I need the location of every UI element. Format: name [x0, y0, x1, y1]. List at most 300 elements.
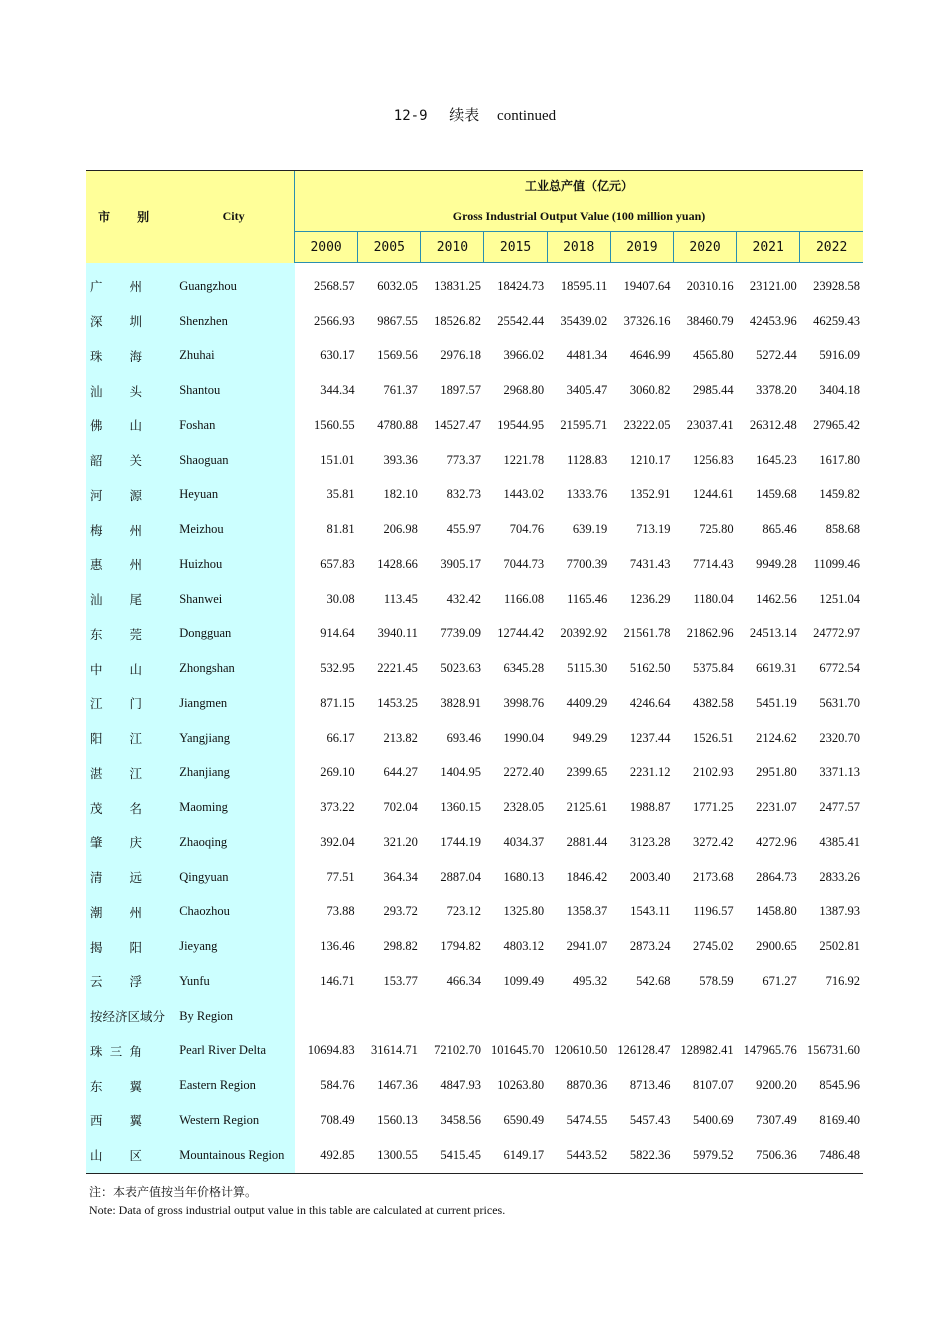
value-cell: 4385.41: [819, 834, 860, 849]
value-cell: [610, 999, 673, 1034]
value-cell: 113.45: [383, 591, 418, 606]
row-name-zh: [86, 1103, 173, 1138]
value-cell: 24513.14: [749, 626, 797, 641]
header-year: 2022: [800, 232, 863, 263]
title-continued-zh: 续表: [449, 108, 480, 124]
value-cell: 182.10: [383, 487, 418, 502]
value-cell: 46259.43: [813, 313, 860, 328]
value-cell: 1428.66: [377, 556, 418, 571]
value-cell: 1244.61: [692, 487, 734, 502]
value-cell: 151.01: [320, 452, 355, 467]
value-cell: 1256.83: [692, 452, 734, 467]
row-name-zh: [86, 512, 173, 547]
row-name-zh-text: 茂名: [90, 801, 142, 816]
value-cell: 693.46: [446, 730, 481, 745]
row-name-zh-text: 汕尾: [90, 593, 142, 608]
row-name-en: Foshan: [173, 408, 294, 443]
header-group-zh: 工业总产值（亿元）: [525, 179, 634, 193]
value-cell: 18595.11: [560, 278, 608, 293]
row-name-zh: [86, 1034, 173, 1069]
value-cell: 1569.56: [377, 348, 418, 363]
row-name-zh: [86, 825, 173, 860]
value-cell: 2968.80: [503, 383, 545, 398]
value-cell: 4382.58: [692, 695, 734, 710]
value-cell: 1467.36: [377, 1078, 418, 1093]
row-name-en: Heyuan: [173, 478, 294, 513]
value-cell: 1099.49: [503, 973, 545, 988]
table-number: 12-9: [393, 108, 428, 124]
row-name-en: Jiangmen: [173, 686, 294, 721]
value-cell: 657.83: [320, 556, 355, 571]
table-row: [86, 478, 863, 513]
table-row: [86, 408, 863, 443]
row-name-zh-text: 佛山: [90, 419, 142, 434]
value-cell: 4565.80: [692, 348, 734, 363]
row-name-zh: [86, 408, 173, 443]
value-cell: 25542.44: [497, 313, 545, 328]
value-cell: 1166.08: [503, 591, 545, 606]
value-cell: 1988.87: [629, 800, 671, 815]
value-cell: 2173.68: [692, 869, 734, 884]
value-cell: 6345.28: [503, 661, 545, 676]
value-cell: 1680.13: [503, 869, 545, 884]
row-name-zh: [86, 686, 173, 721]
value-cell: 1358.37: [566, 904, 608, 919]
value-cell: 6619.31: [756, 661, 797, 676]
value-cell: 3272.42: [692, 834, 734, 849]
value-cell: 1180.04: [693, 591, 734, 606]
value-cell: 725.80: [699, 522, 734, 537]
value-cell: 23121.00: [749, 278, 797, 293]
value-cell: 455.97: [446, 522, 481, 537]
value-cell: 5443.52: [547, 1138, 610, 1173]
value-cell: 865.46: [762, 522, 797, 537]
row-name-zh-text: 清远: [90, 871, 142, 886]
value-cell: 8713.46: [629, 1078, 671, 1093]
table-row: [86, 860, 863, 895]
value-cell: 269.10: [320, 765, 355, 780]
value-cell: 2873.24: [629, 939, 671, 954]
row-name-zh: [86, 1138, 173, 1173]
row-name-en: Zhuhai: [173, 339, 294, 374]
value-cell: 9200.20: [756, 1078, 797, 1093]
value-cell: 3905.17: [440, 556, 481, 571]
value-cell: 704.76: [509, 522, 545, 537]
value-cell: 1459.68: [756, 487, 797, 502]
table-row: [86, 263, 863, 304]
value-cell: 1300.55: [358, 1138, 421, 1173]
value-cell: 1990.04: [503, 730, 545, 745]
value-cell: 2231.12: [629, 765, 671, 780]
value-cell: 1352.91: [629, 487, 671, 502]
value-cell: 3060.82: [629, 383, 671, 398]
value-cell: 26312.48: [749, 417, 797, 432]
header-year: 2019: [610, 232, 673, 263]
value-cell: 3404.18: [819, 383, 860, 398]
value-cell: 20310.16: [686, 278, 734, 293]
value-cell: 31614.71: [370, 1043, 418, 1058]
value-cell: 949.29: [572, 730, 608, 745]
value-cell: 1458.80: [756, 904, 797, 919]
value-cell: 14527.47: [434, 417, 481, 432]
value-cell: 5916.09: [819, 348, 860, 363]
title-continued-en: continued: [497, 108, 557, 124]
row-name-zh-text: 山区: [90, 1149, 142, 1164]
value-cell: 1846.42: [566, 869, 608, 884]
header-year: 2005: [358, 232, 421, 263]
value-cell: 5474.55: [566, 1112, 608, 1127]
value-cell: 37326.16: [623, 313, 671, 328]
value-cell: 466.34: [446, 973, 481, 988]
value-cell: 702.04: [383, 800, 418, 815]
value-cell: 1443.02: [503, 487, 545, 502]
row-name-en: Jieyang: [173, 929, 294, 964]
row-name-zh-text: 湛江: [90, 766, 142, 781]
value-cell: 644.27: [383, 765, 418, 780]
value-cell: 344.34: [320, 383, 355, 398]
value-cell: 393.36: [383, 452, 418, 467]
value-cell: 3828.91: [440, 695, 481, 710]
value-cell: [800, 999, 863, 1034]
value-cell: [737, 999, 800, 1034]
value-cell: 7431.43: [629, 556, 671, 571]
value-cell: 5400.69: [692, 1112, 734, 1127]
table-row: [86, 651, 863, 686]
value-cell: 321.20: [383, 834, 418, 849]
row-name-zh: [86, 304, 173, 339]
value-cell: 1560.55: [314, 417, 355, 432]
value-cell: 432.42: [446, 591, 481, 606]
value-cell: 6590.49: [503, 1112, 545, 1127]
header-year: 2015: [484, 232, 547, 263]
table-row: [86, 443, 863, 478]
row-name-en: Huizhou: [173, 547, 294, 582]
value-cell: 3940.11: [377, 626, 418, 641]
value-cell: 2881.44: [566, 834, 608, 849]
value-cell: 23928.58: [813, 278, 860, 293]
value-cell: 35.81: [326, 487, 355, 502]
value-cell: 542.68: [636, 973, 671, 988]
value-cell: 156731.60: [806, 1043, 860, 1058]
value-cell: 4246.64: [629, 695, 671, 710]
note-zh: 注：本表产值按当年价格计算。: [89, 1185, 258, 1199]
value-cell: 2833.26: [819, 869, 860, 884]
value-cell: 2272.40: [503, 765, 545, 780]
value-cell: 136.46: [320, 939, 355, 954]
row-name-en: Zhanjiang: [173, 756, 294, 791]
header-group: [295, 171, 863, 232]
header-city-en: City: [173, 171, 294, 263]
value-cell: 5415.45: [421, 1138, 484, 1173]
value-cell: 146.71: [320, 973, 355, 988]
value-cell: 392.04: [320, 834, 355, 849]
value-cell: 2745.02: [692, 939, 734, 954]
value-cell: 21862.96: [686, 626, 734, 641]
row-name-zh: [86, 339, 173, 374]
value-cell: 23037.41: [686, 417, 734, 432]
value-cell: 708.49: [320, 1112, 355, 1127]
value-cell: 126128.47: [617, 1043, 671, 1058]
value-cell: 27965.42: [813, 417, 860, 432]
table-notes: [89, 1183, 505, 1219]
value-cell: 213.82: [383, 730, 418, 745]
value-cell: 4646.99: [629, 348, 671, 363]
value-cell: 671.27: [762, 973, 797, 988]
value-cell: 19544.95: [497, 417, 545, 432]
value-cell: 2900.65: [756, 939, 797, 954]
row-name-zh: [86, 929, 173, 964]
value-cell: 914.64: [320, 626, 355, 641]
row-name-en: Mountainous Region: [173, 1138, 294, 1173]
row-name-zh-text: 汕头: [90, 384, 142, 399]
row-name-en: Meizhou: [173, 512, 294, 547]
value-cell: 10263.80: [497, 1078, 545, 1093]
value-cell: 1404.95: [440, 765, 481, 780]
row-name-zh-text: 江门: [90, 697, 142, 712]
value-cell: 3371.13: [819, 765, 860, 780]
value-cell: 7700.39: [566, 556, 608, 571]
value-cell: 8545.96: [819, 1078, 860, 1093]
row-name-zh-text: 肇庆: [90, 836, 142, 851]
row-name-en: Dongguan: [173, 617, 294, 652]
value-cell: 18526.82: [434, 313, 481, 328]
row-name-zh: [86, 617, 173, 652]
value-cell: 1897.57: [440, 383, 481, 398]
value-cell: 2125.61: [566, 800, 608, 815]
note-en: Note: Data of gross industrial output value in this table are calculated at current prices.: [89, 1203, 506, 1217]
row-name-zh: [86, 263, 173, 304]
row-name-en: Chaozhou: [173, 895, 294, 930]
value-cell: 7714.43: [692, 556, 734, 571]
value-cell: 1210.17: [629, 452, 671, 467]
value-cell: 2328.05: [503, 800, 545, 815]
value-cell: 9949.28: [756, 556, 797, 571]
value-cell: 9867.55: [377, 313, 418, 328]
value-cell: 23222.05: [623, 417, 671, 432]
row-name-zh: [86, 756, 173, 791]
value-cell: 1251.04: [819, 591, 860, 606]
value-cell: 42453.96: [749, 313, 797, 328]
header-city-zh: 市 别: [86, 171, 173, 263]
value-cell: 2864.73: [756, 869, 797, 884]
value-cell: 364.34: [383, 869, 418, 884]
row-name-en: Qingyuan: [173, 860, 294, 895]
value-cell: 578.59: [699, 973, 734, 988]
value-cell: 21561.78: [623, 626, 671, 641]
row-name-zh: [86, 373, 173, 408]
value-cell: 120610.50: [554, 1043, 608, 1058]
row-name-en: Yunfu: [173, 964, 294, 999]
value-cell: 761.37: [383, 383, 418, 398]
value-cell: 5023.63: [440, 661, 481, 676]
value-cell: 1794.82: [440, 939, 481, 954]
value-cell: 773.37: [446, 452, 481, 467]
value-cell: 5451.19: [756, 695, 797, 710]
value-cell: [547, 999, 610, 1034]
value-cell: 81.81: [326, 522, 355, 537]
row-name-zh-text: 云浮: [90, 975, 142, 990]
value-cell: 1128.83: [567, 452, 608, 467]
value-cell: 21595.71: [560, 417, 608, 432]
row-name-zh-text: 深圳: [90, 315, 142, 330]
table-row: [86, 373, 863, 408]
value-cell: 8169.40: [819, 1112, 860, 1127]
row-name-en: Yangjiang: [173, 721, 294, 756]
value-cell: 1560.13: [377, 1112, 418, 1127]
value-cell: 38460.79: [686, 313, 734, 328]
value-cell: 2231.07: [756, 800, 797, 815]
row-name-zh: [86, 964, 173, 999]
table-row: [86, 686, 863, 721]
value-cell: 66.17: [326, 730, 355, 745]
value-cell: 2502.81: [819, 939, 860, 954]
value-cell: 3123.28: [629, 834, 671, 849]
table-row: [86, 304, 863, 339]
value-cell: 5631.70: [819, 695, 860, 710]
row-name-zh: [86, 443, 173, 478]
row-name-en: Zhongshan: [173, 651, 294, 686]
header-group-en: Gross Industrial Output Value (100 million yuan): [452, 209, 706, 223]
row-name-zh: [86, 895, 173, 930]
value-cell: 4272.96: [756, 834, 797, 849]
value-cell: 2477.57: [819, 800, 860, 815]
value-cell: 8870.36: [566, 1078, 608, 1093]
value-cell: 1221.78: [503, 452, 545, 467]
value-cell: 1237.44: [629, 730, 671, 745]
value-cell: 12744.42: [497, 626, 545, 641]
value-cell: 713.19: [636, 522, 671, 537]
value-cell: [295, 999, 358, 1034]
row-name-zh-text: 阳江: [90, 732, 142, 747]
row-name-zh-text: 东翼: [90, 1079, 142, 1094]
value-cell: 5162.50: [629, 661, 671, 676]
value-cell: 10694.83: [307, 1043, 355, 1058]
table-row: [86, 964, 863, 999]
table-row: [86, 512, 863, 547]
value-cell: 2566.93: [314, 313, 355, 328]
table-header: [86, 171, 863, 263]
row-name-zh-text: 潮州: [90, 905, 142, 920]
value-cell: 492.85: [295, 1138, 358, 1173]
row-name-en: Shanwei: [173, 582, 294, 617]
header-year: 2010: [421, 232, 484, 263]
value-cell: 5979.52: [673, 1138, 736, 1173]
row-name-zh: [86, 547, 173, 582]
value-cell: 6772.54: [819, 661, 860, 676]
table-row: [86, 929, 863, 964]
value-cell: 1462.56: [756, 591, 797, 606]
row-name-zh-text: 韶关: [90, 454, 142, 469]
value-cell: 639.19: [572, 522, 608, 537]
value-cell: 153.77: [383, 973, 418, 988]
value-cell: 30.08: [326, 591, 355, 606]
value-cell: 2221.45: [377, 661, 418, 676]
value-cell: 11099.46: [813, 556, 860, 571]
value-cell: 832.73: [446, 487, 481, 502]
table-row: [86, 895, 863, 930]
row-name-en: Shaoguan: [173, 443, 294, 478]
value-cell: 858.68: [825, 522, 860, 537]
value-cell: 8107.07: [692, 1078, 734, 1093]
value-cell: 373.22: [320, 800, 355, 815]
table-row: [86, 1103, 863, 1138]
row-name-zh: [86, 651, 173, 686]
row-name-zh-text: 西翼: [90, 1114, 142, 1129]
value-cell: 630.17: [320, 348, 355, 363]
row-name-zh-text: 东莞: [90, 627, 142, 642]
value-cell: 2320.70: [819, 730, 860, 745]
value-cell: 3378.20: [756, 383, 797, 398]
value-cell: 1236.29: [629, 591, 671, 606]
table-row: [86, 721, 863, 756]
row-name-en: Shantou: [173, 373, 294, 408]
row-name-zh-text: 梅州: [90, 523, 142, 538]
value-cell: 147965.76: [743, 1043, 797, 1058]
value-cell: 35439.02: [560, 313, 608, 328]
row-name-zh: [86, 790, 173, 825]
value-cell: 2951.80: [756, 765, 797, 780]
value-cell: 7739.09: [440, 626, 481, 641]
value-cell: 3405.47: [566, 383, 608, 398]
value-cell: 18424.73: [497, 278, 545, 293]
value-cell: 298.82: [383, 939, 418, 954]
value-cell: 7044.73: [503, 556, 545, 571]
value-cell: 20392.92: [560, 626, 608, 641]
value-cell: 13831.25: [434, 278, 481, 293]
value-cell: 7506.36: [737, 1138, 800, 1173]
value-cell: 5272.44: [756, 348, 797, 363]
row-name-en: Maoming: [173, 790, 294, 825]
value-cell: 1617.80: [819, 452, 860, 467]
table-row: [86, 582, 863, 617]
value-cell: 19407.64: [623, 278, 671, 293]
table-row: [86, 790, 863, 825]
value-cell: 1543.11: [630, 904, 671, 919]
header-year: 2000: [295, 232, 358, 263]
value-cell: 3998.76: [503, 695, 545, 710]
value-cell: [358, 999, 421, 1034]
value-cell: 7307.49: [756, 1112, 797, 1127]
value-cell: 495.32: [572, 973, 608, 988]
table-row: [86, 1034, 863, 1069]
value-cell: 1459.82: [819, 487, 860, 502]
value-cell: 5457.43: [629, 1112, 671, 1127]
value-cell: 2568.57: [314, 278, 355, 293]
row-name-zh-text: 中山: [90, 662, 142, 677]
value-cell: 3458.56: [440, 1112, 481, 1127]
value-cell: [421, 999, 484, 1034]
value-cell: 4481.34: [566, 348, 608, 363]
value-cell: 1645.23: [756, 452, 797, 467]
value-cell: 871.15: [320, 695, 355, 710]
value-cell: 5115.30: [567, 661, 608, 676]
value-cell: 1744.19: [440, 834, 481, 849]
value-cell: 532.95: [320, 661, 355, 676]
value-cell: 1333.76: [566, 487, 608, 502]
row-name-zh-text: 珠三角: [90, 1044, 142, 1059]
value-cell: 2941.07: [566, 939, 608, 954]
table-row: [86, 825, 863, 860]
table-body: [86, 263, 863, 1174]
row-name-en: Zhaoqing: [173, 825, 294, 860]
row-name-zh-text: 揭阳: [90, 940, 142, 955]
value-cell: 2124.62: [756, 730, 797, 745]
table-row: [86, 339, 863, 374]
value-cell: 7486.48: [800, 1138, 863, 1173]
row-name-en: Eastern Region: [173, 1068, 294, 1103]
value-cell: 24772.97: [813, 626, 860, 641]
table-row: [86, 547, 863, 582]
